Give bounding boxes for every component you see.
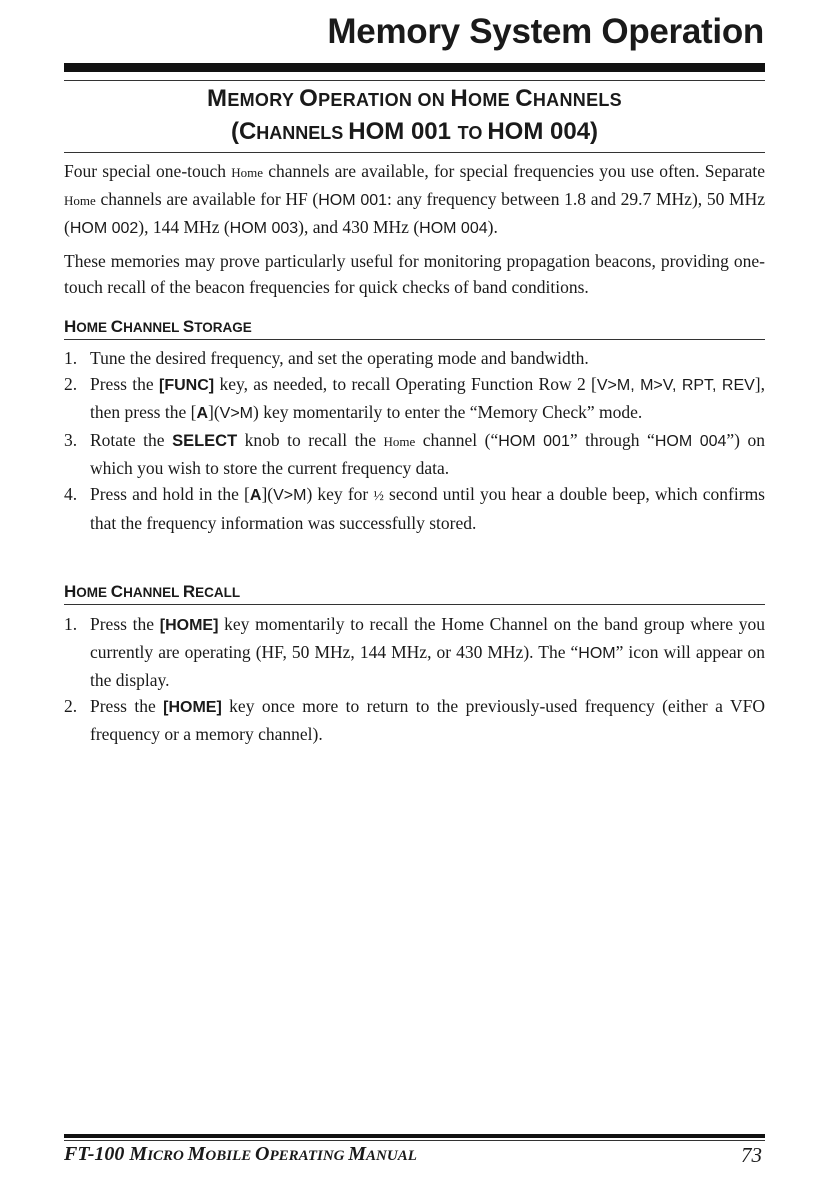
- storage-heading: HOME CHANNEL STORAGE: [64, 317, 765, 340]
- list-item: 2. Press the [FUNC] key, as needed, to recall Operating Function Row 2 [V>M, M>V, RPT, REV], then press the [A](V>M) key momentarily to enter the “Memory Check” mode.: [64, 374, 765, 422]
- storage-steps: [64, 345, 765, 536]
- header-rule: [64, 80, 765, 81]
- section-rule: [64, 152, 765, 153]
- recall-steps: [64, 611, 765, 747]
- intro-paragraph-1: Four special one-touch Home channels are available, for special frequencies you use often. Separate Home channels are available for HF (HOM 001: any frequency between 1.8 and 29.7 MHz), 50 MHz (HOM 002), 144 MHz (HOM 003), and 430 MHz (HOM 004).: [64, 161, 765, 237]
- intro-paragraph-2: These memories may prove particularly useful for monitoring propagation beacons, providing one-touch recall of the beacon frequencies for quick checks of band conditions.: [64, 251, 765, 297]
- list-item: 1. Press the [HOME] key momentarily to recall the Home Channel on the band group where you currently are operating (HF, 50 MHz, 144 MHz, or 430 MHz). The “HOM” icon will appear on the display.: [64, 614, 765, 690]
- section-title-line1: MEMORY OPERATION ON HOME CHANNELS: [207, 85, 622, 112]
- list-item: 2. Press the [HOME] key once more to return to the previously-used frequency (either a VFO frequency or a memory channel).: [64, 696, 766, 744]
- page-number: 73: [741, 1143, 762, 1167]
- manual-title: FT-100 MICRO MOBILE OPERATING MANUAL: [64, 1143, 417, 1165]
- footer-bar: [64, 1134, 765, 1138]
- section-title-line2: (CHANNELS HOM 001 TO HOM 004): [230, 118, 599, 145]
- recall-heading: HOME CHANNEL RECALL: [64, 582, 765, 605]
- page-title: Memory System Operation: [327, 12, 764, 51]
- list-item: 1. Tune the desired frequency, and set the operating mode and bandwidth.: [64, 348, 589, 368]
- header-bar: [64, 63, 765, 72]
- list-item: 3. Rotate the SELECT knob to recall the Home channel (“HOM 001” through “HOM 004”) on which you wish to store the current frequency data.: [64, 430, 765, 478]
- footer-rule: [64, 1140, 765, 1141]
- list-item: 4. Press and hold in the [A](V>M) key for ½ second until you hear a double beep, which confirms that the frequency information was successfully stored.: [64, 484, 765, 533]
